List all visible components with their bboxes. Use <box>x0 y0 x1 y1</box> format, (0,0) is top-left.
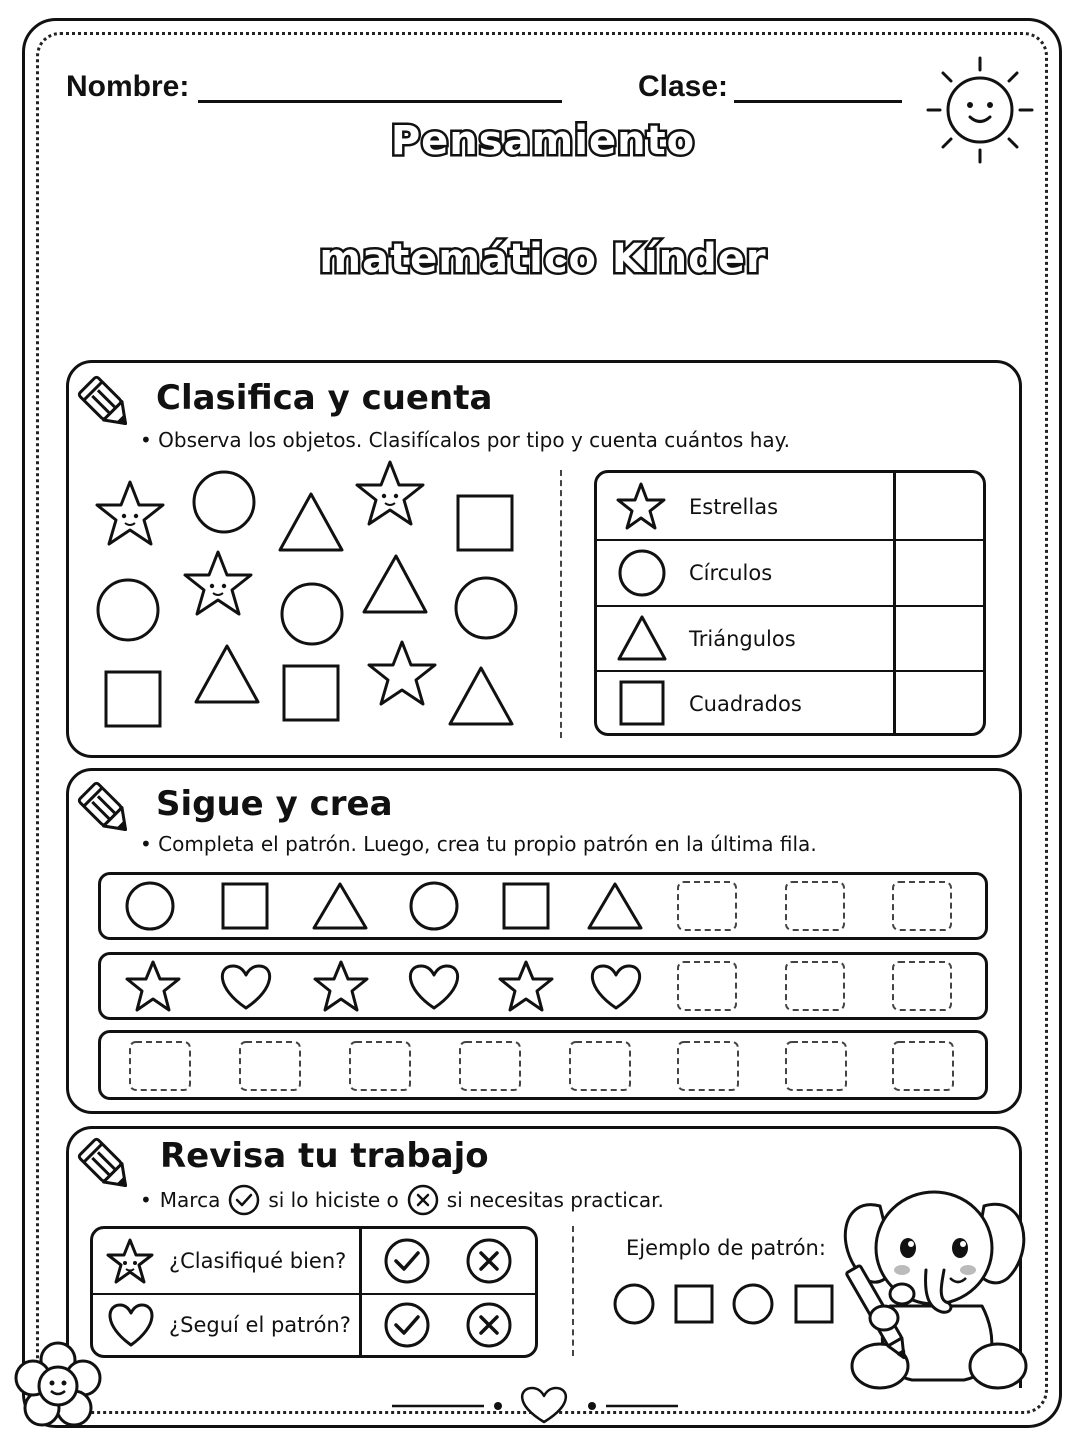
pattern-blank-box <box>350 1042 410 1090</box>
pattern-blank-box <box>460 1042 520 1090</box>
self-check-row-pattern <box>93 1293 535 1357</box>
pattern-blank-box <box>893 882 951 930</box>
shape-square-2 <box>106 672 160 726</box>
shapes-field <box>80 450 540 750</box>
shape-triangle-1 <box>280 494 342 550</box>
self-check-question: ¿Clasifiqué bien? <box>169 1249 347 1273</box>
shape-circle-4 <box>456 578 516 638</box>
count-answer-squares[interactable] <box>897 676 977 730</box>
section-instruction-review: • Marca si lo hiciste o si necesitas practicar. <box>140 1184 664 1216</box>
pattern-blank-box <box>130 1042 190 1090</box>
example-square <box>676 1286 712 1322</box>
self-check-row-classify <box>93 1229 535 1293</box>
count-row-squares <box>597 670 983 736</box>
row-label: Triángulos <box>689 627 796 651</box>
self-check-table <box>90 1226 538 1358</box>
shape-star-4 <box>369 642 435 704</box>
row-label: Cuadrados <box>689 692 802 716</box>
pattern-blank-box <box>240 1042 300 1090</box>
pattern-triangle <box>589 884 641 928</box>
instruction-prefix: Marca <box>159 1188 221 1212</box>
shape-triangle-4 <box>450 668 512 724</box>
pattern-star <box>127 962 179 1010</box>
pencil-icon <box>74 372 136 434</box>
class-label: Clase: <box>638 70 729 103</box>
count-answer-triangles[interactable] <box>897 611 977 665</box>
row-label: Círculos <box>689 561 773 585</box>
section-title-review: Revisa tu trabajo <box>160 1136 489 1176</box>
title-line-1: Pensamiento <box>390 118 696 164</box>
section-instruction-classify: • Observa los objetos. Clasifícalos por tipo y cuenta cuántos hay. <box>140 428 790 452</box>
pattern-star <box>500 962 552 1010</box>
section-title-pattern: Sigue y crea <box>156 784 393 824</box>
pattern-circle <box>411 883 457 929</box>
pattern-blank-box <box>893 1042 953 1090</box>
shape-star-2 <box>357 462 423 524</box>
pattern-blank-box <box>570 1042 630 1090</box>
instruction-middle: si lo hiciste o <box>268 1188 399 1212</box>
instruction-text: Observa los objetos. Clasifícalos por tipo y cuenta cuántos hay. <box>158 428 790 452</box>
instruction-suffix: si necesitas practicar. <box>446 1188 664 1212</box>
name-line[interactable] <box>198 100 562 103</box>
check-circle-icon[interactable] <box>383 1237 431 1285</box>
pattern-shapes <box>98 872 988 1102</box>
pattern-square <box>504 884 548 928</box>
pattern-blank-box <box>678 1042 738 1090</box>
section-instruction-pattern: • Completa el patrón. Luego, crea tu propio patrón en la última fila. <box>140 832 817 856</box>
title-line-2: matemático Kínder <box>319 236 767 282</box>
pattern-blank-box <box>786 882 844 930</box>
check-circle-icon <box>228 1184 260 1216</box>
circle-icon <box>617 548 667 598</box>
pencil-icon <box>74 1134 136 1196</box>
count-answer-circles[interactable] <box>897 545 977 599</box>
pattern-heart <box>592 966 639 1008</box>
section-divider <box>560 470 562 738</box>
shape-circle-1 <box>194 472 254 532</box>
star-icon <box>615 481 667 533</box>
row-label: Estrellas <box>689 495 779 519</box>
example-label: Ejemplo de patrón: <box>626 1236 826 1260</box>
pattern-blank-box <box>893 962 951 1010</box>
shape-triangle-3 <box>196 646 258 702</box>
shape-circle-3 <box>282 584 342 644</box>
pattern-blank-box <box>786 962 844 1010</box>
check-circle-icon[interactable] <box>383 1301 431 1349</box>
name-label: Nombre: <box>66 70 190 103</box>
x-circle-icon[interactable] <box>465 1237 513 1285</box>
count-row-triangles <box>597 605 983 671</box>
square-icon <box>619 680 665 726</box>
pattern-triangle <box>314 884 366 928</box>
bottom-ornament <box>386 1386 686 1426</box>
count-row-stars <box>597 473 983 539</box>
triangle-icon <box>615 613 669 665</box>
pattern-heart <box>410 966 457 1008</box>
elephant-illustration <box>832 1166 1042 1396</box>
shape-square-3 <box>284 666 338 720</box>
x-circle-icon[interactable] <box>465 1301 513 1349</box>
heart-icon <box>105 1301 157 1351</box>
pattern-blank-box <box>678 882 736 930</box>
example-circle <box>734 1285 772 1323</box>
section-title-classify: Clasifica y cuenta <box>156 378 493 418</box>
count-table <box>594 470 986 736</box>
example-pattern <box>610 1280 840 1330</box>
flower-icon <box>12 1340 104 1432</box>
count-answer-stars[interactable] <box>897 479 977 533</box>
pattern-blank-box <box>786 1042 846 1090</box>
section-divider <box>572 1226 574 1356</box>
pattern-heart <box>222 966 269 1008</box>
shape-circle-2 <box>98 580 158 640</box>
example-square <box>796 1286 832 1322</box>
x-circle-icon <box>407 1184 439 1216</box>
self-check-question: ¿Seguí el patrón? <box>169 1313 351 1337</box>
shape-triangle-2 <box>364 556 426 612</box>
pattern-blank-box <box>678 962 736 1010</box>
pencil-icon <box>74 778 136 840</box>
shape-square-1 <box>458 496 512 550</box>
pattern-square <box>223 884 267 928</box>
pattern-circle <box>127 883 173 929</box>
example-circle <box>615 1285 653 1323</box>
star-icon <box>105 1237 155 1287</box>
pattern-star <box>315 962 367 1010</box>
count-row-circles <box>597 539 983 605</box>
class-line[interactable] <box>734 100 902 103</box>
heart-icon <box>522 1388 566 1422</box>
shape-star-1 <box>97 482 163 544</box>
shape-star-3 <box>185 552 251 614</box>
instruction-text: Completa el patrón. Luego, crea tu propio patrón en la última fila. <box>158 832 817 856</box>
